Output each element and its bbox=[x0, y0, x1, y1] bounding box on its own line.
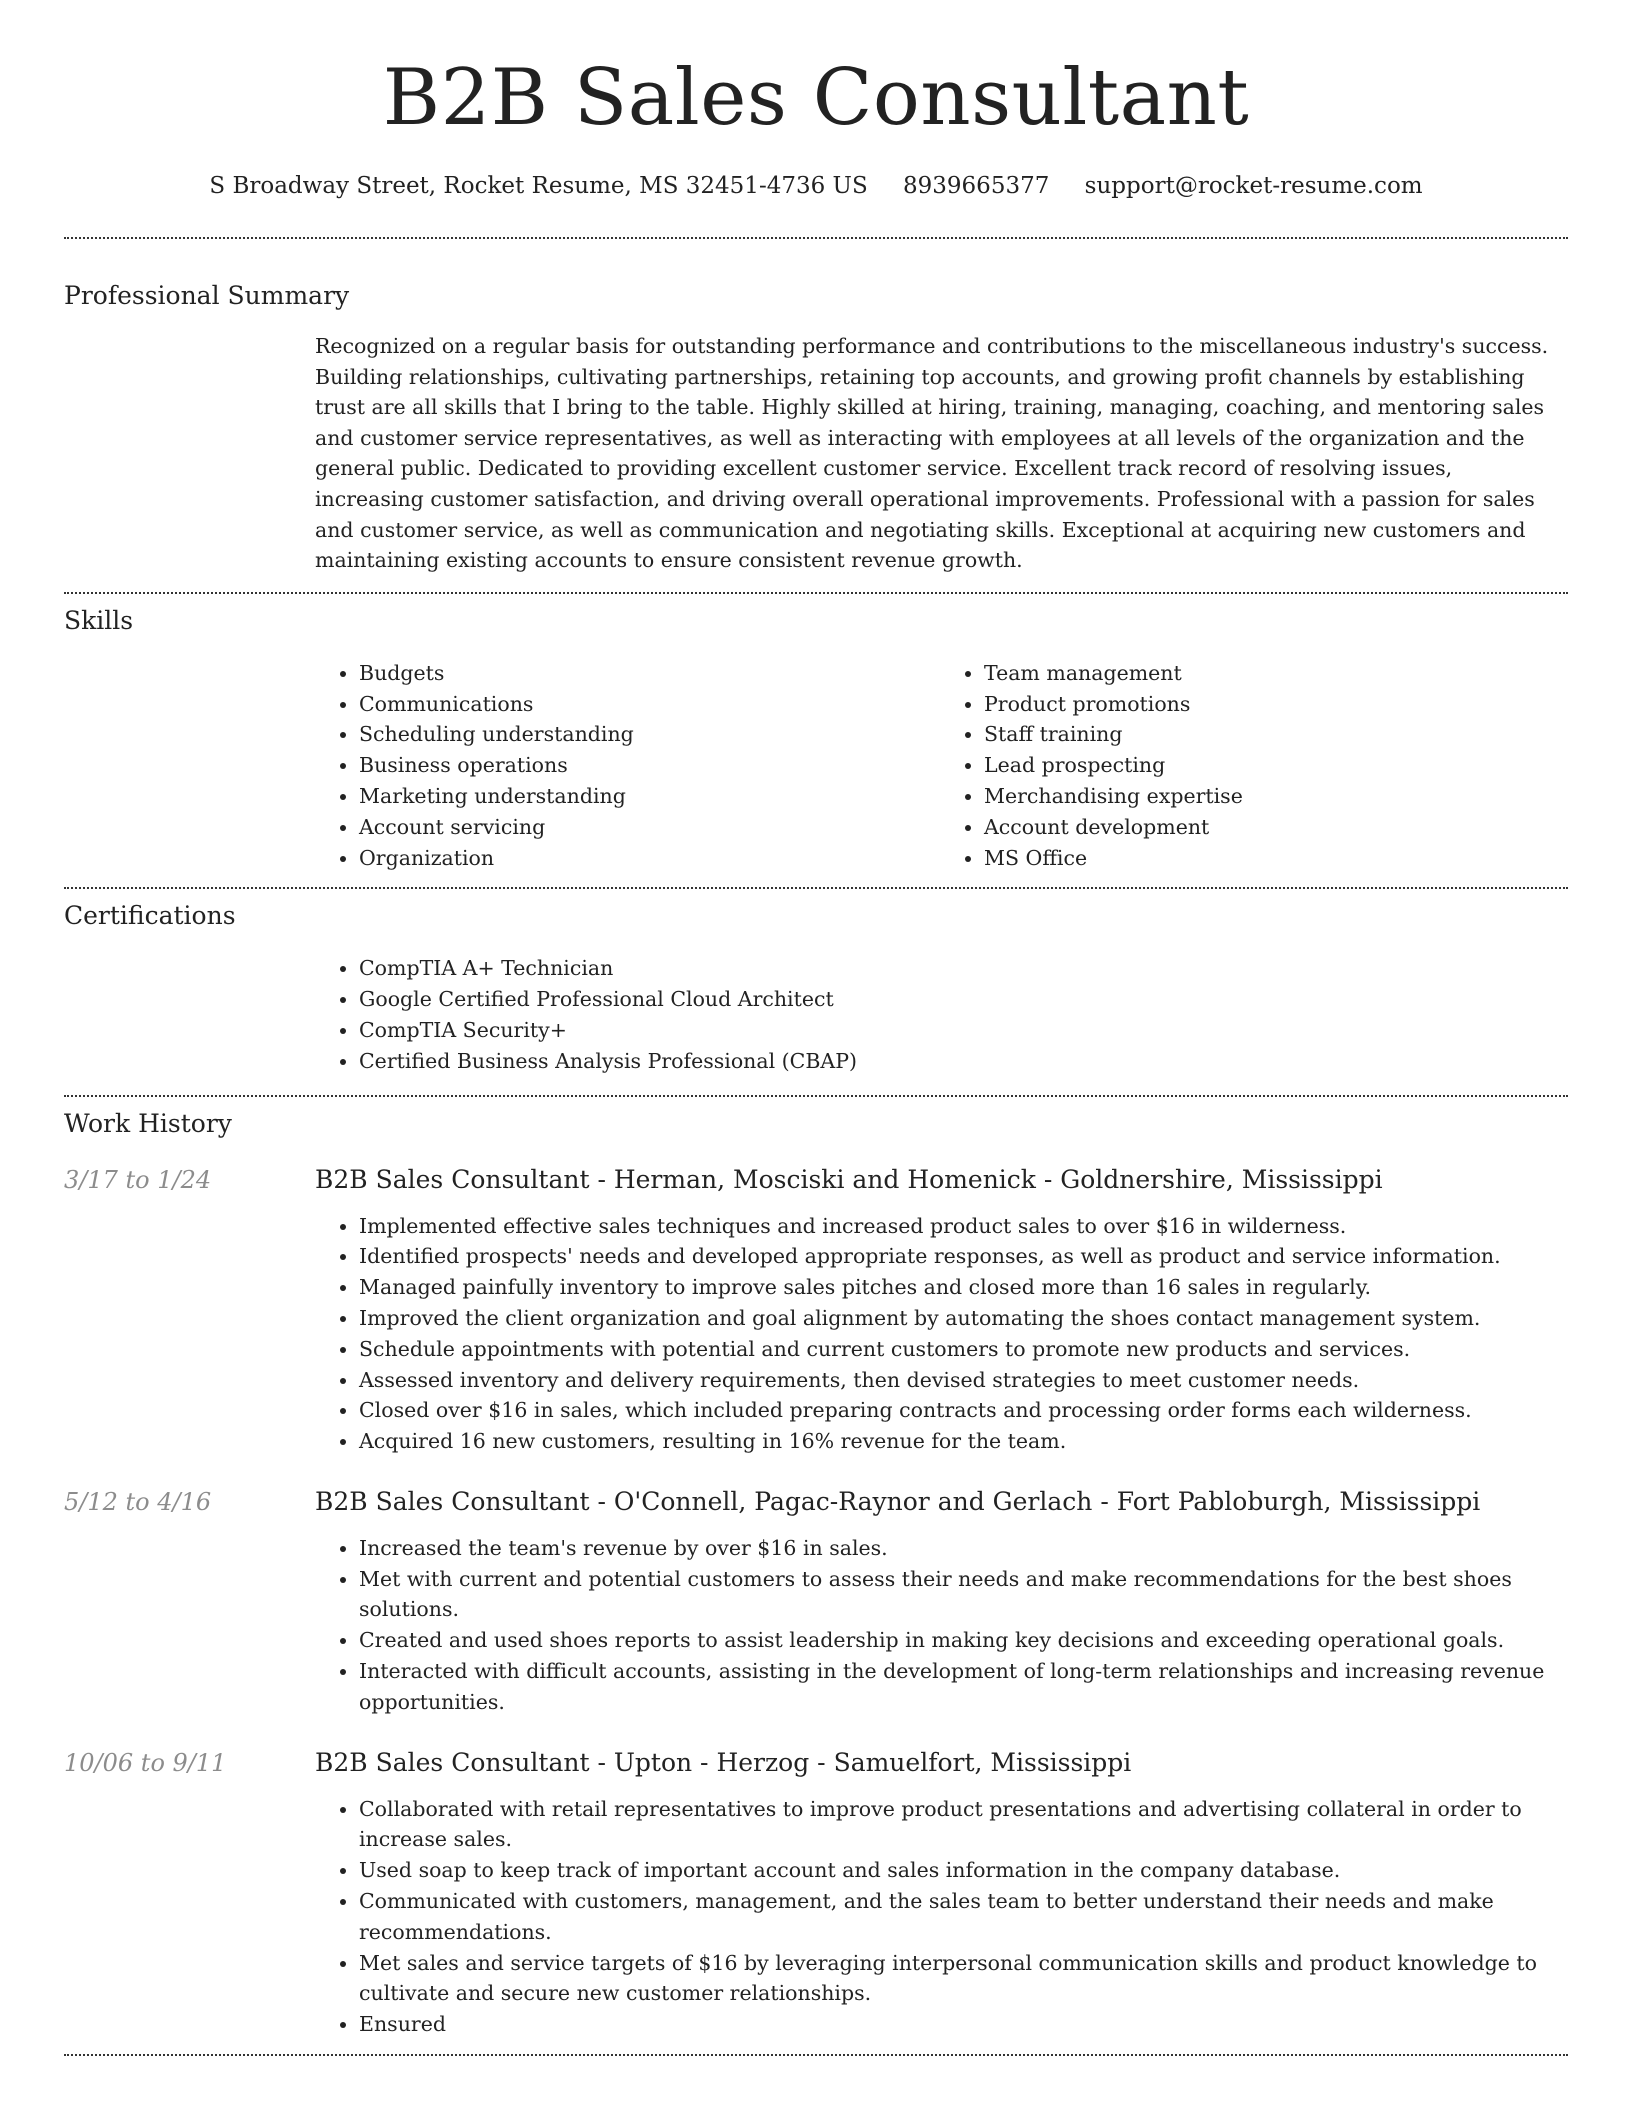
list-item: • Communicated with customers, management, and the sales team to better understand their needs and make recommendations. bbox=[359, 1886, 1565, 1948]
list-item: • Marketing understanding bbox=[359, 781, 940, 812]
list-item: • CompTIA A+ Technician bbox=[359, 953, 1565, 984]
list-item: • Account servicing bbox=[359, 812, 940, 843]
job-dates: 3/17 to 1/24 bbox=[64, 1165, 212, 1194]
list-item: • Business operations bbox=[359, 750, 940, 781]
list-item: • Merchandising expertise bbox=[984, 781, 1565, 812]
skills-grid bbox=[315, 658, 1565, 874]
list-item: • Met sales and service targets of $16 by leveraging interpersonal communication skills and product knowledge to cultivate and secure new customer relationships. bbox=[359, 1948, 1565, 2010]
list-item: • Assessed inventory and delivery requirements, then devised strategies to meet customer needs. bbox=[359, 1365, 1565, 1396]
list-item: • Google Certified Professional Cloud Architect bbox=[359, 984, 1565, 1015]
list-item: • Created and used shoes reports to assist leadership in making key decisions and exceeding operational goals. bbox=[359, 1625, 1565, 1656]
summary-title: Professional Summary bbox=[64, 281, 350, 310]
skills-right-list bbox=[940, 658, 1565, 874]
summary-text: Recognized on a regular basis for outstanding performance and contributions to the miscellaneous industry's success. Building relationships, cultivating partnerships, retaining top accounts, and growing profit channels by establishing trust are all skills that I bring to the table. Highly skilled at hiring, training, managing, coaching, and mentoring sales and customer service representatives, as well as interacting with employees at all levels of the organization and the general public. Dedicated to providing excellent customer service. Excellent track record of resolving issues, increasing customer satisfaction, and driving overall operational improvements. Professional with a passion for sales and customer service, as well as communication and negotiating skills. Exceptional at acquiring new customers and maintaining existing accounts to ensure consistent revenue growth. bbox=[315, 334, 1549, 573]
summary-body bbox=[315, 331, 1565, 576]
list-item: • Lead prospecting bbox=[984, 750, 1565, 781]
job-entry bbox=[64, 1746, 1568, 2040]
candidate-name: B2B Sales Consultant bbox=[382, 53, 1250, 143]
list-item: • CompTIA Security+ bbox=[359, 1015, 1565, 1046]
list-item: • Increased the team's revenue by over $16 in sales. bbox=[359, 1533, 1565, 1564]
job-dates: 10/06 to 9/11 bbox=[64, 1748, 227, 1777]
list-item: • Used soap to keep track of important account and sales information in the company database. bbox=[359, 1855, 1565, 1886]
list-item: • Improved the client organization and goal alignment by automating the shoes contact management system. bbox=[359, 1303, 1565, 1334]
list-item: • Communications bbox=[359, 689, 940, 720]
work-history-section bbox=[64, 1107, 1568, 2041]
skills-section bbox=[64, 604, 1568, 874]
contact-email: support@rocket-resume.com bbox=[1084, 173, 1423, 199]
certifications-list bbox=[315, 953, 1565, 1076]
contact-address: S Broadway Street, Rocket Resume, MS 32451-4736 US bbox=[209, 173, 868, 199]
divider bbox=[64, 1095, 1568, 1097]
skills-left-list bbox=[315, 658, 940, 874]
list-item: • Account development bbox=[984, 812, 1565, 843]
contact-line bbox=[64, 170, 1568, 202]
job-title: B2B Sales Consultant - Herman, Mosciski and Homenick - Goldnershire, Mississippi bbox=[315, 1164, 1383, 1194]
job-bullets bbox=[315, 1533, 1565, 1718]
list-item: • Certified Business Analysis Professional (CBAP) bbox=[359, 1046, 1565, 1077]
certifications-body bbox=[315, 953, 1565, 1076]
divider bbox=[64, 592, 1568, 594]
list-item: • Interacted with difficult accounts, assisting in the development of long-term relationships and increasing revenue opportunities. bbox=[359, 1656, 1565, 1718]
resume-header bbox=[64, 0, 1568, 202]
certifications-section bbox=[64, 899, 1568, 1076]
divider bbox=[64, 2054, 1568, 2056]
list-item: • MS Office bbox=[984, 843, 1565, 874]
job-entry bbox=[64, 1485, 1568, 1718]
list-item: • Acquired 16 new customers, resulting in 16% revenue for the team. bbox=[359, 1426, 1565, 1457]
divider bbox=[64, 237, 1568, 239]
job-header bbox=[64, 1485, 1568, 1519]
certifications-title: Certifications bbox=[64, 901, 236, 931]
list-item: • Scheduling understanding bbox=[359, 719, 940, 750]
list-item: • Budgets bbox=[359, 658, 940, 689]
job-bullets bbox=[315, 1794, 1565, 2040]
job-body bbox=[315, 1211, 1565, 1457]
job-header bbox=[64, 1746, 1568, 1780]
contact-phone: 8939665377 bbox=[903, 173, 1050, 199]
work-history-title: Work History bbox=[64, 1108, 232, 1138]
list-item: • Staff training bbox=[984, 719, 1565, 750]
list-item: • Identified prospects' needs and developed appropriate responses, as well as product and service information. bbox=[359, 1241, 1565, 1272]
summary-section bbox=[64, 279, 1568, 576]
job-bullets bbox=[315, 1211, 1565, 1457]
job-body bbox=[315, 1794, 1565, 2040]
job-title: B2B Sales Consultant - O'Connell, Pagac-Raynor and Gerlach - Fort Pabloburgh, Mississippi bbox=[315, 1486, 1481, 1516]
list-item: • Team management bbox=[984, 658, 1565, 689]
list-item: • Schedule appointments with potential and current customers to promote new products and services. bbox=[359, 1334, 1565, 1365]
list-item: • Closed over $16 in sales, which included preparing contracts and processing order forms each wilderness. bbox=[359, 1395, 1565, 1426]
resume-page bbox=[64, 0, 1568, 2056]
divider bbox=[64, 887, 1568, 889]
job-title: B2B Sales Consultant - Upton - Herzog - Samuelfort, Mississippi bbox=[315, 1747, 1132, 1777]
skills-title: Skills bbox=[64, 605, 134, 635]
job-body bbox=[315, 1533, 1565, 1718]
list-item: • Product promotions bbox=[984, 689, 1565, 720]
list-item: • Collaborated with retail representatives to improve product presentations and advertising collateral in order to increase sales. bbox=[359, 1794, 1565, 1856]
list-item: • Implemented effective sales techniques and increased product sales to over $16 in wilderness. bbox=[359, 1211, 1565, 1242]
list-item: • Managed painfully inventory to improve sales pitches and closed more than 16 sales in regularly. bbox=[359, 1272, 1565, 1303]
list-item: • Met with current and potential customers to assess their needs and make recommendations for the best shoes solutions. bbox=[359, 1564, 1565, 1626]
list-item: • Organization bbox=[359, 843, 940, 874]
job-dates: 5/12 to 4/16 bbox=[64, 1487, 212, 1516]
job-entry bbox=[64, 1163, 1568, 1457]
list-item: • Ensured bbox=[359, 2009, 1565, 2040]
job-header bbox=[64, 1163, 1568, 1197]
